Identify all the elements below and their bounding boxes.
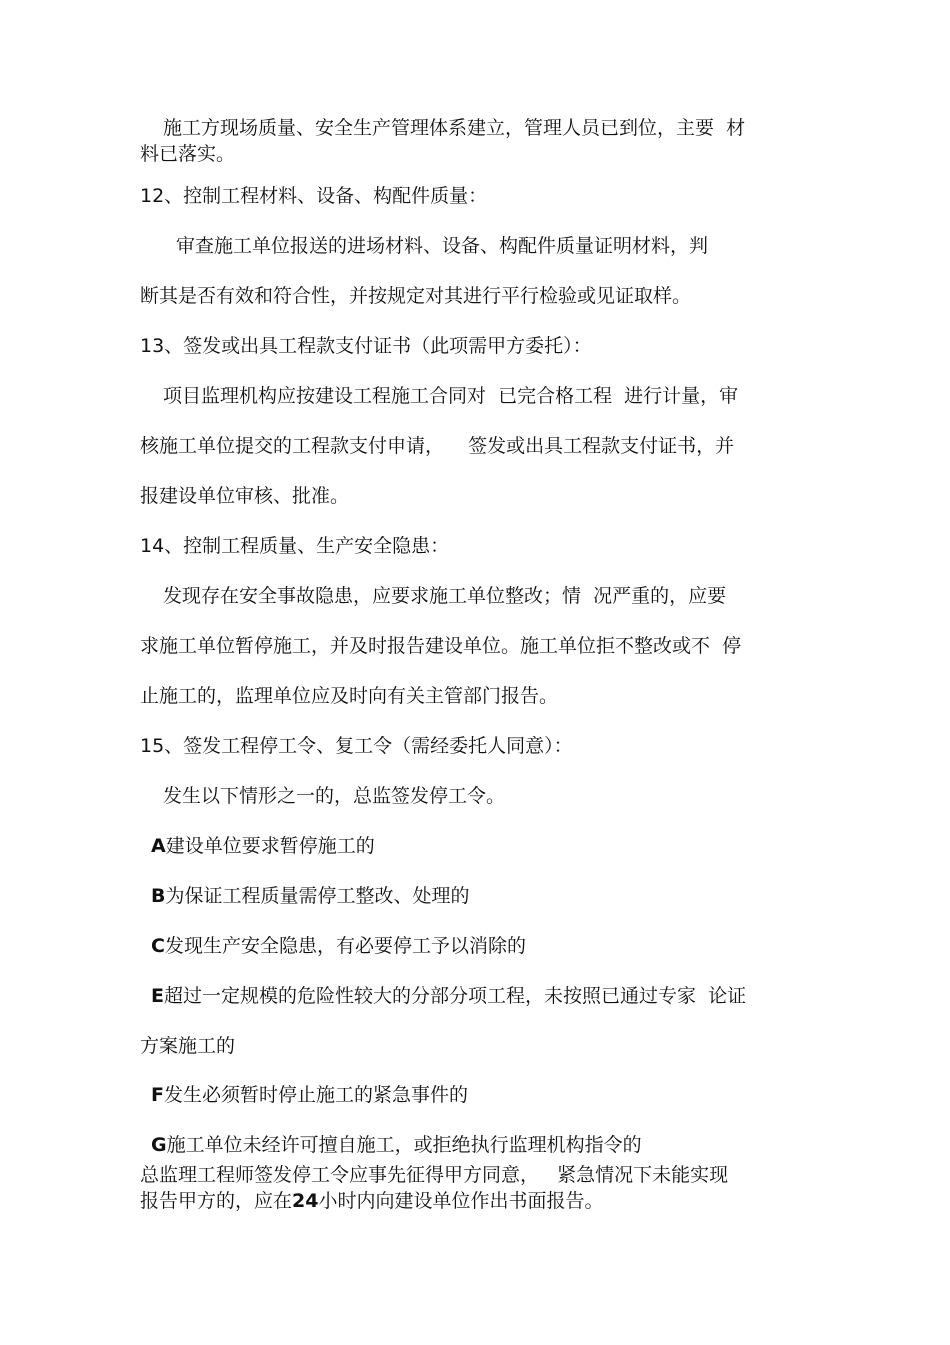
list-item-text: 发现生产安全隐患，有必要停工予以消除的 [164, 935, 526, 957]
paragraph-line: 总监理工程师签发停工令应事先征得甲方同意， 紧急情况下未能实现 [140, 1164, 729, 1186]
paragraph-line: 发现存在安全事故隐患，应要求施工单位整改；情 况严重的，应要 [163, 585, 727, 607]
paragraph-line [140, 1189, 603, 1213]
paragraph-line: 止施工的，监理单位应及时向有关主管部门报告。 [140, 685, 559, 707]
paragraph-line: 项目监理机构应按建设工程施工合同对 已完合格工程 进行计量，审 [163, 385, 739, 407]
paragraph-line: 审查施工单位报送的进场材料、设备、构配件质量证明材料，判 [176, 235, 709, 257]
paragraph-line: 报建设单位审核、批准。 [140, 485, 350, 507]
section-heading-12: 12、控制工程材料、设备、构配件质量： [140, 185, 488, 207]
paragraph-line: 方案施工的 [140, 1035, 236, 1057]
list-item-text: 发生必须暂时停止施工的紧急事件的 [163, 1084, 468, 1106]
list-item [151, 934, 526, 958]
section-heading-14: 14、控制工程质量、生产安全隐患： [140, 535, 450, 557]
list-item [151, 834, 375, 858]
list-marker: G [151, 1134, 167, 1156]
list-marker: A [151, 835, 166, 857]
section-heading-13: 13、签发或出具工程款支付证书（此项需甲方委托）： [140, 335, 592, 357]
list-marker: B [151, 885, 166, 907]
list-item [151, 884, 470, 908]
text-run: 报告甲方的，应在 [140, 1190, 293, 1212]
paragraph-line: 施工方现场质量、安全生产管理体系建立，管理人员已到位，主要 材 [163, 117, 746, 139]
text-run: 小时内向建设单位作出书面报告。 [318, 1190, 604, 1212]
paragraph-line: 核施工单位提交的工程款支付申请， 签发或出具工程款支付证书，并 [140, 435, 735, 457]
list-item-text: 建设单位要求暂停施工的 [165, 835, 375, 857]
list-item-text: 为保证工程质量需停工整改、处理的 [165, 885, 470, 907]
section-heading-15: 15、签发工程停工令、复工令（需经委托人同意）： [140, 735, 573, 757]
list-item [151, 1083, 468, 1107]
paragraph-line: 断其是否有效和符合性，并按规定对其进行平行检验或见证取样。 [140, 285, 692, 307]
list-marker: E [151, 985, 164, 1007]
list-marker: F [151, 1084, 164, 1106]
paragraph-line: 求施工单位暂停施工，并及时报告建设单位。施工单位拒不整改或不 停 [140, 635, 742, 657]
list-item-text: 施工单位未经许可擅自施工，或拒绝执行监理机构指令的 [166, 1134, 642, 1156]
paragraph-line: 料已落实。 [140, 143, 236, 165]
list-item-text: 超过一定规模的危险性较大的分部分项工程，未按照已通过专家 论证 [163, 985, 747, 1007]
list-item [151, 984, 746, 1008]
hours-number: 24 [292, 1190, 319, 1212]
list-item [151, 1133, 642, 1157]
list-marker: C [151, 935, 165, 957]
paragraph-line: 发生以下情形之一的，总监签发停工令。 [163, 785, 506, 807]
